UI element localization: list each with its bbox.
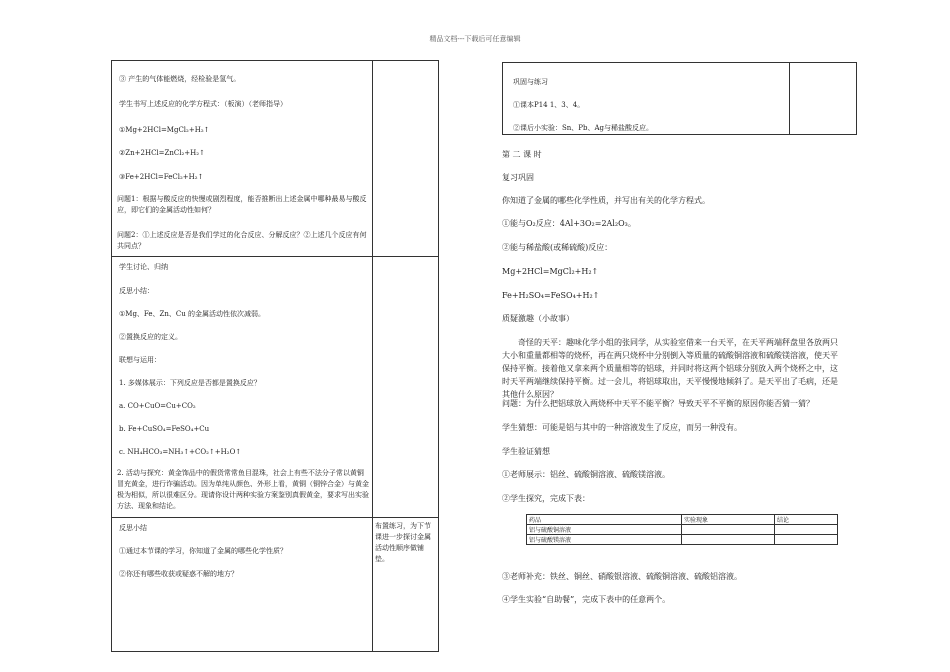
table-row xyxy=(527,525,838,535)
table-cell xyxy=(775,525,838,535)
review-title: 巩固与练习 xyxy=(513,78,548,86)
second-lesson-title: 第 二 课 时 xyxy=(502,150,542,159)
table-cell xyxy=(775,535,838,545)
mg-hcl-equation: Mg+2HCl=MgCl₂+H₂↑ xyxy=(502,267,599,276)
student-experiment: ④学生实验“自助餐”，完成下表中的任意两个。 xyxy=(502,595,671,604)
left-row-separator-2 xyxy=(111,517,439,518)
teacher-supplement: ③老师补充：铁丝、铜丝、硝酸银溶液、硫酸铜溶液、硫酸铝溶液。 xyxy=(502,572,742,581)
s1-equation-1: ①Mg+2HCl=MgCl₂+H₂↑ xyxy=(119,126,210,134)
s2-reaction-b: b. Fe+CuSO₄=FeSO₄+Cu xyxy=(119,425,210,433)
table-cell xyxy=(682,525,775,535)
s1-equation-2: ②Zn+2HCl=ZnCl₂+H₂↑ xyxy=(119,149,205,157)
table-cell: 铝与硫酸镁溶液 xyxy=(527,535,682,545)
s2-reaction-a: a. CO+CuO=Cu+CO₂ xyxy=(119,402,196,410)
s1-question-1: 问题1：根据与酸反应的快慢或剧烈程度，能否推断出上述金属中哪种最易与酸反应，即它们的金属活动性如何？ xyxy=(117,195,367,214)
s2-line-3: ①Mg、Fe、Zn、Cu 的金属活动性依次减弱。 xyxy=(119,310,266,318)
s2-activity-paragraph: 2. 活动与探究：黄金饰品中的假货常常鱼目混珠，社会上有些不法分子常以黄铜冒充黄金，进行诈骗活动。因为单纯从颜色、外形上看，黄铜（铜锌合金）与黄金极为相似，所以很难区分。现请你设计两种实验方案鉴别真假黄金，要求写出实验方法、现象和结论。 xyxy=(117,469,369,510)
left-row-separator-1 xyxy=(111,256,439,257)
s2-line-4: ②置换反应的定义。 xyxy=(119,333,182,341)
student-explore: ②学生探究，完成下表： xyxy=(502,494,590,503)
review-box-divider xyxy=(789,62,790,135)
s3-line-3: ②你还有哪些收获或疑惑不解的地方？ xyxy=(119,570,238,578)
story-paragraph: 奇怪的天平：趣味化学小组的张同学，从实验室借来一台天平，在天平两端秤盘里各放两只大小和重量都相等的烧杯，再在两只烧杯中分别倒入等质量的硫酸铜溶液和硫酸镁溶液，使天平保持平衡。接着他又拿来两个质量相等的铝球，并同时将这两个铝球分别放入两个烧杯之中，这时天平两端继续保持平衡。过一会儿，将铝球取出，天平慢慢地倾斜了。是天平出了毛病，还是其他什么原因？ xyxy=(502,338,838,399)
s1-line-2: 学生书写上述反应的化学方程式：（板演）（老师指导） xyxy=(119,100,287,108)
review-heading: 复习巩固 xyxy=(502,173,534,182)
left-table-divider xyxy=(372,60,373,652)
review-question: 你知道了金属的哪些化学性质，并写出有关的化学方程式。 xyxy=(502,196,710,205)
s3-right-note: 布置练习，为下节课进一步探讨金属活动性顺序做铺垫。 xyxy=(375,522,431,563)
table-row xyxy=(527,535,838,545)
verify-heading: 学生验证猜想 xyxy=(502,447,550,456)
acid-reaction-heading: ②能与稀盐酸(或稀硫酸)反应： xyxy=(502,243,613,252)
table-header-cell: 结论 xyxy=(775,515,838,525)
teacher-demo: ①老师展示：铝丝、硫酸铜溶液、硫酸镁溶液。 xyxy=(502,470,670,479)
table-cell xyxy=(682,535,775,545)
table-header-cell: 实验现象 xyxy=(682,515,775,525)
page-header: 精品文档---下载后可任意编辑 xyxy=(429,35,521,43)
s2-line-1: 学生讨论、归纳 xyxy=(119,263,168,271)
student-guess: 学生猜想：可能是铝与其中的一种溶液发生了反应，而另一种没有。 xyxy=(502,423,742,432)
table-header-row xyxy=(527,515,838,525)
review-item-1: ①课本P14 1、3、4。 xyxy=(513,101,585,109)
s2-line-2: 反思小结： xyxy=(119,287,154,295)
s1-equation-3: ③Fe+2HCl=FeCl₂+H₂↑ xyxy=(119,173,204,181)
s2-reaction-c: c. NH₄HCO₃=NH₃↑+CO₂↑+H₂O↑ xyxy=(119,448,242,456)
s2-line-5: 联想与运用： xyxy=(119,356,161,364)
oxygen-reaction: ①能与O₂反应：4Al+3O₂=2Al₂O₃。 xyxy=(502,219,636,228)
story-heading: 质疑激趣（小故事） xyxy=(502,314,574,323)
review-item-2: ②课后小实验：Sn、Pb、Ag与稀盐酸反应。 xyxy=(513,124,654,132)
s3-line-1: 反思小结 xyxy=(119,524,147,532)
table-header-cell: 药品 xyxy=(527,515,682,525)
s2-line-6: 1. 多媒体展示：下列反应是否都是置换反应？ xyxy=(119,379,261,387)
balance-question: 问题：为什么把铝球放入两烧杯中天平不能平衡？导致天平不平衡的原因你能否猜一猜？ xyxy=(502,399,814,408)
s1-question-2: 问题2：①上述反应是否是我们学过的化合反应、分解反应？②上述几个反应有何共同点？ xyxy=(117,231,367,250)
s1-line-1: ③ 产生的气体能燃烧，经检验是氢气。 xyxy=(119,75,241,83)
table-cell: 铝与硫酸铜溶液 xyxy=(527,525,682,535)
fe-h2so4-equation: Fe+H₂SO₄=FeSO₄+H₂↑ xyxy=(502,291,600,300)
s3-line-2: ①通过本节课的学习，你知道了金属的哪些化学性质？ xyxy=(119,547,287,555)
experiment-table xyxy=(526,514,838,545)
